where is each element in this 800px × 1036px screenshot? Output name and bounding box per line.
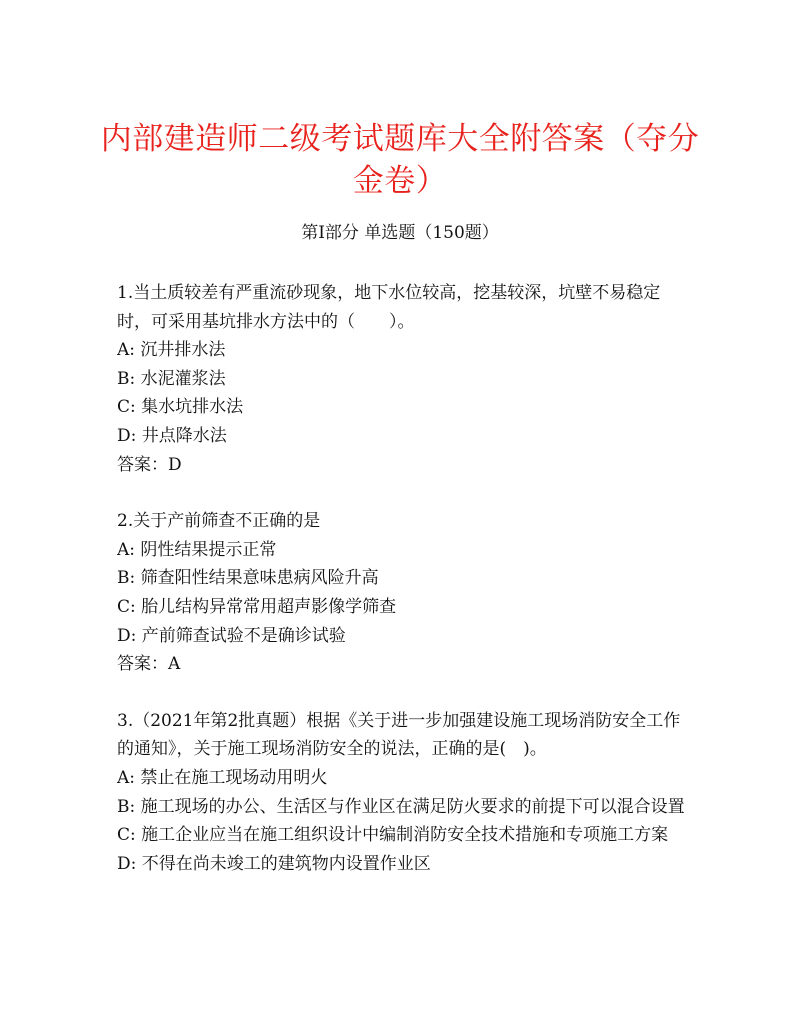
option-c: C: 胎儿结构异常常用超声影像学筛查 [117, 596, 397, 617]
document-title: 内部建造师二级考试题库大全附答案（夺分金卷） [100, 121, 700, 199]
option-c: C: 施工企业应当在施工组织设计中编制消防安全技术措施和专项施工方案 [117, 825, 669, 846]
option-b: B: 水泥灌浆法 [117, 368, 226, 389]
answer-line: 答案：D [117, 454, 182, 475]
section-heading: 第Ⅰ部分 单选题（150题） [301, 223, 499, 243]
question-stem: 3.（2021年第2批真题）根据《关于进一步加强建设施工现场消防安全工作的通知》，关于施工现场消防安全的说法，正确的是( )。 [117, 710, 681, 760]
question-stem: 1.当土质较差有严重流砂现象，地下水位较高，挖基较深，坑壁不易稳定时，可采用基坑排水方法中的（ ）。 [117, 283, 661, 332]
option-b: B: 筛查阳性结果意味患病风险升高 [117, 568, 379, 589]
question-3 [117, 707, 692, 879]
question-list [117, 279, 692, 906]
option-d: D: 不得在尚未竣工的建筑物内设置作业区 [117, 853, 431, 874]
option-d: D: 井点降水法 [117, 425, 227, 446]
question-1 [117, 279, 692, 479]
option-a: A: 阴性结果提示正常 [117, 539, 277, 560]
question-stem: 2.关于产前筛查不正确的是 [117, 511, 321, 532]
option-b: B: 施工现场的办公、生活区与作业区在满足防火要求的前提下可以混合设置 [117, 796, 685, 817]
option-a: A: 沉井排水法 [117, 340, 226, 361]
option-d: D: 产前筛查试验不是确诊试验 [117, 625, 346, 646]
answer-line: 答案：A [117, 654, 181, 675]
option-c: C: 集水坑排水法 [117, 397, 244, 418]
option-a: A: 禁止在施工现场动用明火 [117, 767, 328, 788]
question-2 [117, 507, 692, 679]
